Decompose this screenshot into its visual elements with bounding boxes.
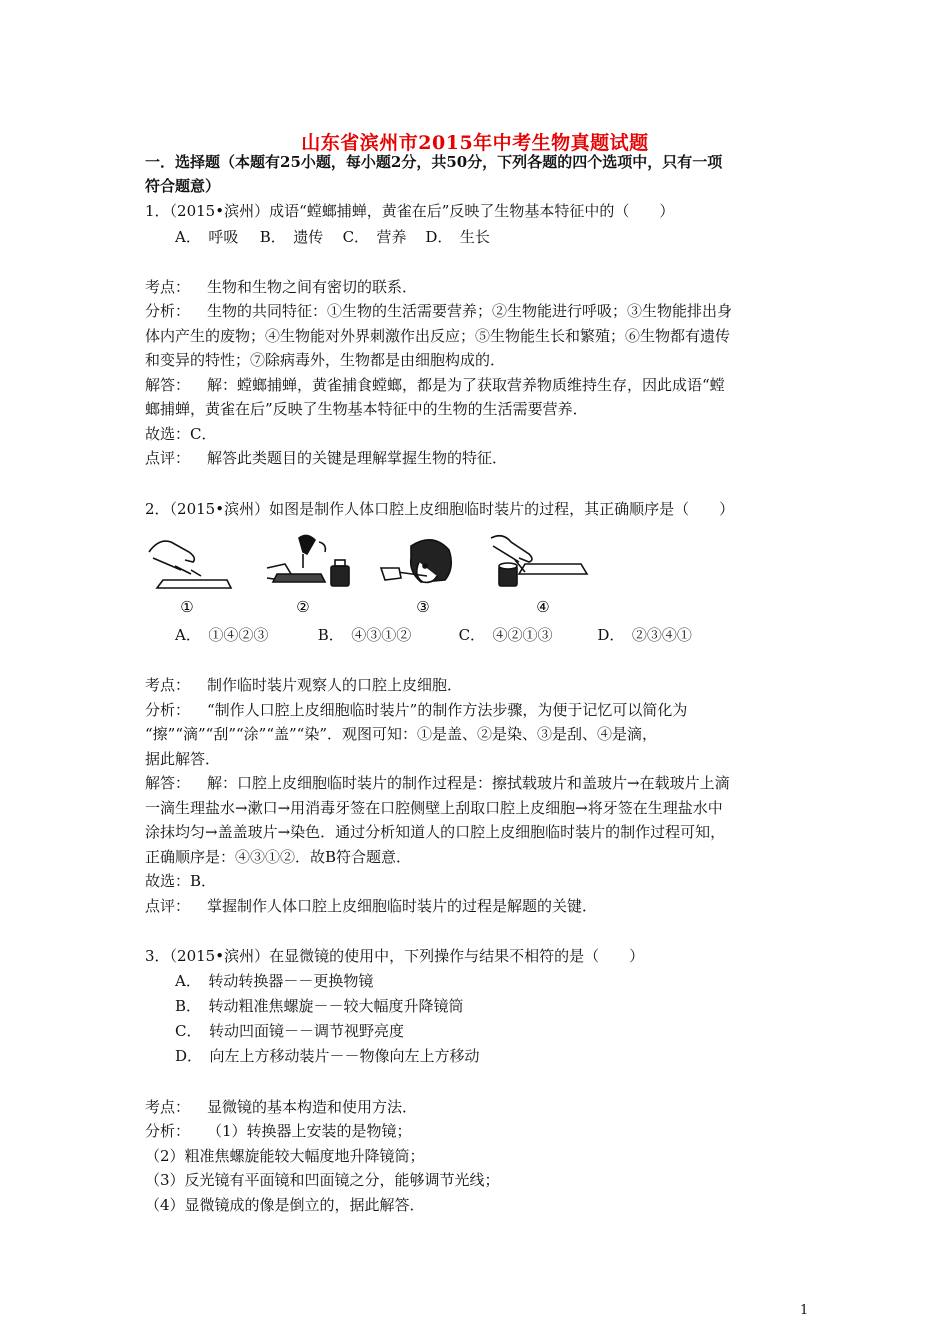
q2-jieda-l4: 正确顺序是：④③①②．故B符合题意． <box>145 848 412 866</box>
q2-kaodian <box>145 674 462 696</box>
q1-fenxi-l2: 体内产生的废物；④生物能对外界刺激作出反应；⑤生物能生长和繁殖；⑥生物都有遗传 <box>145 327 731 345</box>
q1-jieda-l2: 螂捕蝉，黄雀在后”反映了生物基本特征中的生物的生活需要营养． <box>145 400 588 418</box>
q2-fig-label-1: ① <box>180 598 194 616</box>
q3-fenxi-label: 分析： <box>145 1122 191 1140</box>
q3-option-d: D． 向左上方移动装片－－物像向左上方移动 <box>175 1047 480 1065</box>
q2-fenxi-label: 分析： <box>145 701 191 719</box>
q1-dianping <box>145 447 507 469</box>
q3-kaodian <box>145 1096 417 1118</box>
step-drop-saline-figure <box>485 528 595 618</box>
q3-option-c: C． 转动凹面镜－－调节视野亮度 <box>175 1022 404 1040</box>
q2-option-d: D． ②③④① <box>597 626 692 644</box>
q1-fenxi-l1: 生物的共同特征：①生物的生活需要营养；②生物能进行呼吸；③生物能排出身 <box>207 302 733 320</box>
q1-jieda-l1: 解：螳螂捕蝉，黄雀捕食螳螂，都是为了获取营养物质维持生存，因此成语“螳 <box>207 376 725 394</box>
q1-stem: 1．（2015•滨州）成语“螳螂捕蝉，黄雀在后”反映了生物基本特征中的（ ） <box>145 202 675 220</box>
q3-kaodian-text: 显微镜的基本构造和使用方法． <box>207 1098 418 1116</box>
q2-fig-label-4: ④ <box>536 598 550 616</box>
q2-dianping-text: 掌握制作人体口腔上皮细胞临时装片的过程是解题的关键． <box>207 897 598 915</box>
q1-fenxi-label: 分析： <box>145 302 191 320</box>
q3-fenxi-l1: （1）转换器上安装的是物镜； <box>207 1122 412 1140</box>
q1-jieda-label: 解答： <box>145 376 191 394</box>
q2-fenxi <box>145 699 687 721</box>
q3-fenxi-l2: （2）粗准焦螺旋能较大幅度地升降镜筒； <box>145 1147 425 1165</box>
q2-kaodian-text: 制作临时装片观察人的口腔上皮细胞． <box>207 676 463 694</box>
q2-option-b: B． ④③①② <box>317 626 412 644</box>
q2-kaodian-label: 考点： <box>145 676 191 694</box>
q1-option-d: D． 生长 <box>425 228 490 246</box>
q2-fig-label-3: ③ <box>416 598 430 616</box>
q3-fenxi <box>145 1120 412 1142</box>
q3-fenxi-l3: （3）反光镜有平面镜和凹面镜之分，能够调节光线； <box>145 1171 500 1189</box>
q1-kaodian-label: 考点： <box>145 278 191 296</box>
step-stain-figure <box>263 528 358 618</box>
step-scrape-figure <box>375 528 470 618</box>
q1-option-a: A． 呼吸 <box>175 228 239 246</box>
section-heading-line2: 符合题意） <box>145 177 221 195</box>
slide-icon <box>519 564 587 574</box>
q3-stem: 3．（2015•滨州）在显微镜的使用中，下列操作与结果不相符的是（ ） <box>145 947 645 965</box>
q1-dianping-text: 解答此类题目的关键是理解掌握生物的特征． <box>207 449 508 467</box>
slide-icon <box>273 574 325 582</box>
page-number: 1 <box>800 1303 809 1318</box>
q2-jieda <box>145 772 730 794</box>
q2-dianping <box>145 895 597 917</box>
q2-dianping-label: 点评： <box>145 897 191 915</box>
exam-title: 山东省滨州市2015年中考生物真题试题 <box>301 132 649 154</box>
q1-option-b: B． 遗传 <box>259 228 324 246</box>
q3-kaodian-label: 考点： <box>145 1098 191 1116</box>
q2-jieda-l3: 涂抹均匀→盖盖玻片→染色．通过分析知道人的口腔上皮细胞临时装片的制作过程可知， <box>145 823 726 841</box>
q3-option-a: A． 转动转换器－－更换物镜 <box>175 972 374 990</box>
q2-fig-label-2: ② <box>296 598 310 616</box>
q2-fenxi-l1: “制作人口腔上皮细胞临时装片”的制作方法步骤，为便于记忆可以简化为 <box>207 701 688 719</box>
q1-fenxi-l3: 和变异的特性；⑦除病毒外，生物都是由细胞构成的． <box>145 351 506 369</box>
q1-option-c: C． 营养 <box>342 228 407 246</box>
q1-fenxi <box>145 300 732 322</box>
q2-fenxi-l2: “擦”“滴”“刮”“涂”“盖”“染”．观图可知：①是盖、②是染、③是刮、④是滴， <box>145 725 658 743</box>
q2-jieda-l2: 一滴生理盐水→漱口→用消毒牙签在口腔侧壁上刮取口腔上皮细胞→将牙签在生理盐水中 <box>145 799 723 817</box>
q1-options <box>175 226 490 247</box>
q1-jieda <box>145 374 725 396</box>
stain-bottle-icon <box>331 566 349 586</box>
q1-kaodian-text: 生物和生物之间有密切的联系． <box>207 278 418 296</box>
q1-dianping-label: 点评： <box>145 449 191 467</box>
slide-icon <box>157 580 231 588</box>
q2-stem: 2．（2015•滨州）如图是制作人体口腔上皮细胞临时装片的过程，其正确顺序是（ ） <box>145 500 735 518</box>
q2-jieda-label: 解答： <box>145 774 191 792</box>
q2-fenxi-l3: 据此解答． <box>145 750 221 768</box>
step-cover-slip-figure <box>145 528 240 618</box>
q1-kaodian <box>145 276 417 298</box>
q2-option-a: A． ①④②③ <box>175 626 269 644</box>
section-heading-line1: 一．选择题（本题有25小题，每小题2分，共50分，下列各题的四个选项中，只有一项 <box>145 153 723 171</box>
q2-figure <box>145 528 585 618</box>
q3-option-b: B． 转动粗准焦螺旋－－较大幅度升降镜筒 <box>175 997 464 1015</box>
q2-jieda-l1: 解：口腔上皮细胞临时装片的制作过程是：擦拭载玻片和盖玻片→在载玻片上滴 <box>207 774 730 792</box>
q3-fenxi-l4: （4）显微镜成的像是倒立的，据此解答． <box>145 1196 425 1214</box>
q1-guxuan: 故选：C． <box>145 425 217 443</box>
q2-options <box>175 624 692 645</box>
q2-option-c: C． ④②①③ <box>458 626 553 644</box>
hand-icon <box>381 568 401 580</box>
q2-guxuan: 故选：B． <box>145 872 217 890</box>
dropper-icon <box>299 535 315 554</box>
